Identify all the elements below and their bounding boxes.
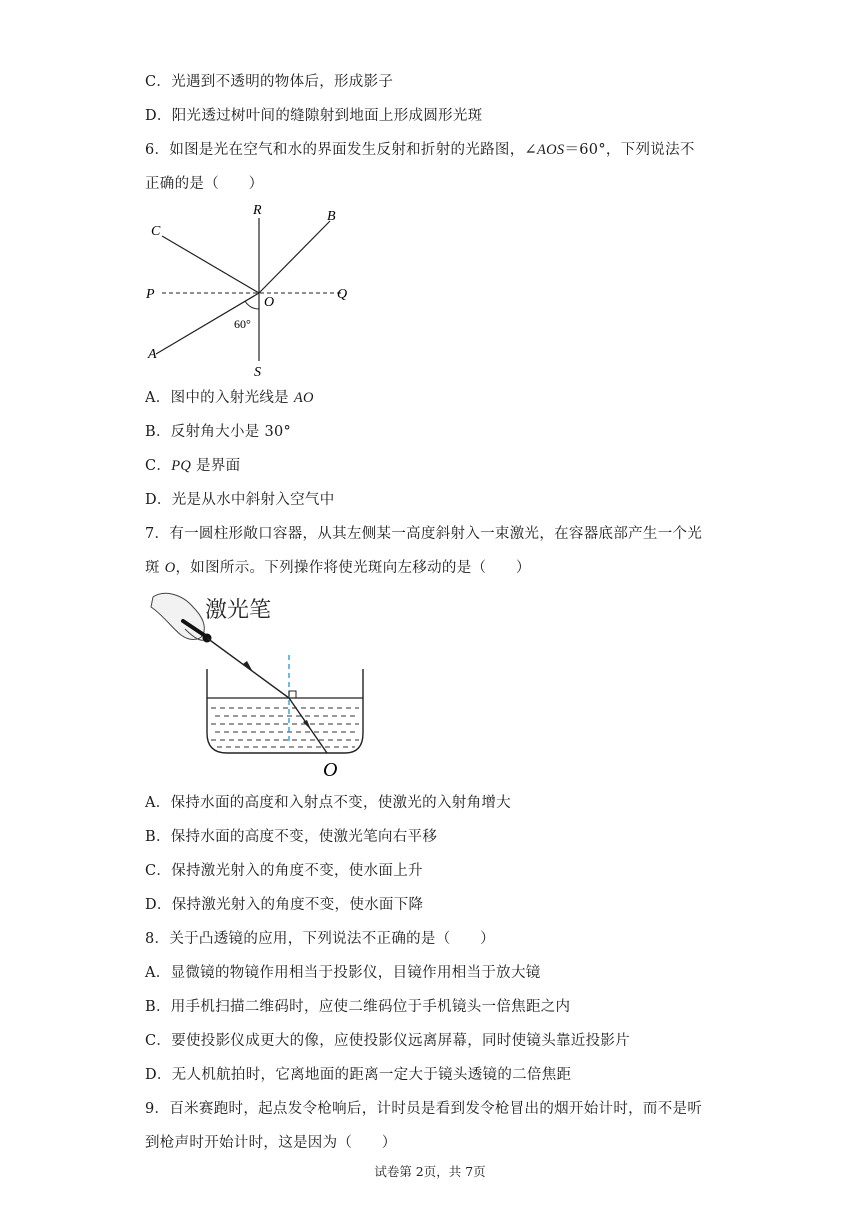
q6-stem-line1	[145, 140, 695, 160]
hand-illustration	[151, 593, 204, 639]
q7-option-c: C．保持激光射入的角度不变，使水面上升	[145, 863, 423, 879]
q7-stem-text-b: ，如图所示。下列操作将使光斑向左移动的是（ ）	[175, 560, 531, 576]
angle-arc	[245, 301, 259, 309]
q7-laser-diagram	[145, 585, 375, 785]
q8-stem: 8．关于凸透镜的应用，下列说法不正确的是（ ）	[145, 931, 495, 947]
q6-stem-text-b: ＝60°，下列说法不	[564, 142, 695, 158]
spot-label: O	[323, 759, 338, 781]
q6-option-d: D．光是从水中斜射入空气中	[145, 492, 335, 508]
q7-stem-line2	[145, 558, 531, 578]
q7-option-d: D．保持激光射入的角度不变，使水面下降	[145, 897, 424, 913]
q6-option-a-text: A．图中的入射光线是	[145, 390, 294, 406]
ray-ob	[259, 221, 330, 293]
q8-option-a: A．显微镜的物镜作用相当于投影仪，目镜作用相当于放大镜	[145, 965, 541, 981]
q6-option-c	[145, 456, 240, 476]
label-c: C	[151, 224, 161, 239]
q6-option-a	[145, 388, 314, 408]
label-a: A	[148, 347, 157, 362]
ray-co	[162, 236, 259, 293]
incident-arrow	[243, 661, 253, 672]
q8-option-c: C．要使投影仪成更大的像，应使投影仪远离屏幕，同时使镜头靠近投影片	[145, 1033, 630, 1049]
page-footer: 试卷第 2页，共 7页	[374, 1164, 486, 1179]
q6-option-c-var: PQ	[171, 458, 192, 474]
refracted-arrow	[303, 720, 311, 730]
label-q: Q	[337, 287, 348, 302]
q9-stem-line1: 9．百米赛跑时，起点发令枪响后，计时员是看到发令枪冒出的烟开始计时，而不是听	[145, 1101, 703, 1117]
q5-option-c: C．光遇到不透明的物体后，形成影子	[145, 74, 394, 90]
q6-option-c-post: 是界面	[191, 458, 241, 474]
right-angle-marker	[289, 691, 296, 698]
angle-label: 60°	[234, 317, 251, 331]
q9-stem-line2: 到枪声时开始计时，这是因为（ ）	[145, 1135, 397, 1151]
q6-stem-angle: AOS	[536, 142, 565, 158]
label-b: B	[327, 209, 336, 224]
label-o: O	[264, 295, 275, 310]
q6-option-c-text: C．	[145, 458, 172, 474]
q8-option-d: D．无人机航拍时，它离地面的距离一定大于镜头透镜的二倍焦距	[145, 1067, 572, 1083]
q7-stem-text-a: 斑	[145, 560, 165, 576]
q6-option-b: B．反射角大小是 30°	[145, 424, 292, 440]
label-p: P	[146, 287, 155, 302]
q6-stem-text-a: 6．如图是光在空气和水的界面发生反射和折射的光路图，∠	[145, 142, 537, 158]
q7-option-b: B．保持水面的高度不变，使激光笔向右平移	[145, 829, 438, 845]
water-hatching	[211, 708, 359, 747]
label-s: S	[254, 365, 261, 380]
q7-option-a: A．保持水面的高度和入射点不变，使激光的入射角增大	[145, 795, 511, 811]
q7-stem-var: O	[164, 560, 176, 576]
laser-pen-label: 激光笔	[205, 597, 272, 622]
q6-option-a-var: AO	[293, 390, 314, 406]
q6-ray-diagram	[140, 198, 370, 380]
q5-option-d: D．阳光透过树叶间的缝隙射到地面上形成圆形光斑	[145, 108, 483, 124]
q6-stem-line2: 正确的是（ ）	[145, 176, 264, 192]
q8-option-b: B．用手机扫描二维码时，应使二维码位于手机镜头一倍焦距之内	[145, 999, 571, 1015]
q7-stem-line1: 7．有一圆柱形敞口容器，从其左侧某一高度斜射入一束激光，在容器底部产生一个光	[145, 526, 703, 542]
label-r: R	[253, 203, 262, 218]
